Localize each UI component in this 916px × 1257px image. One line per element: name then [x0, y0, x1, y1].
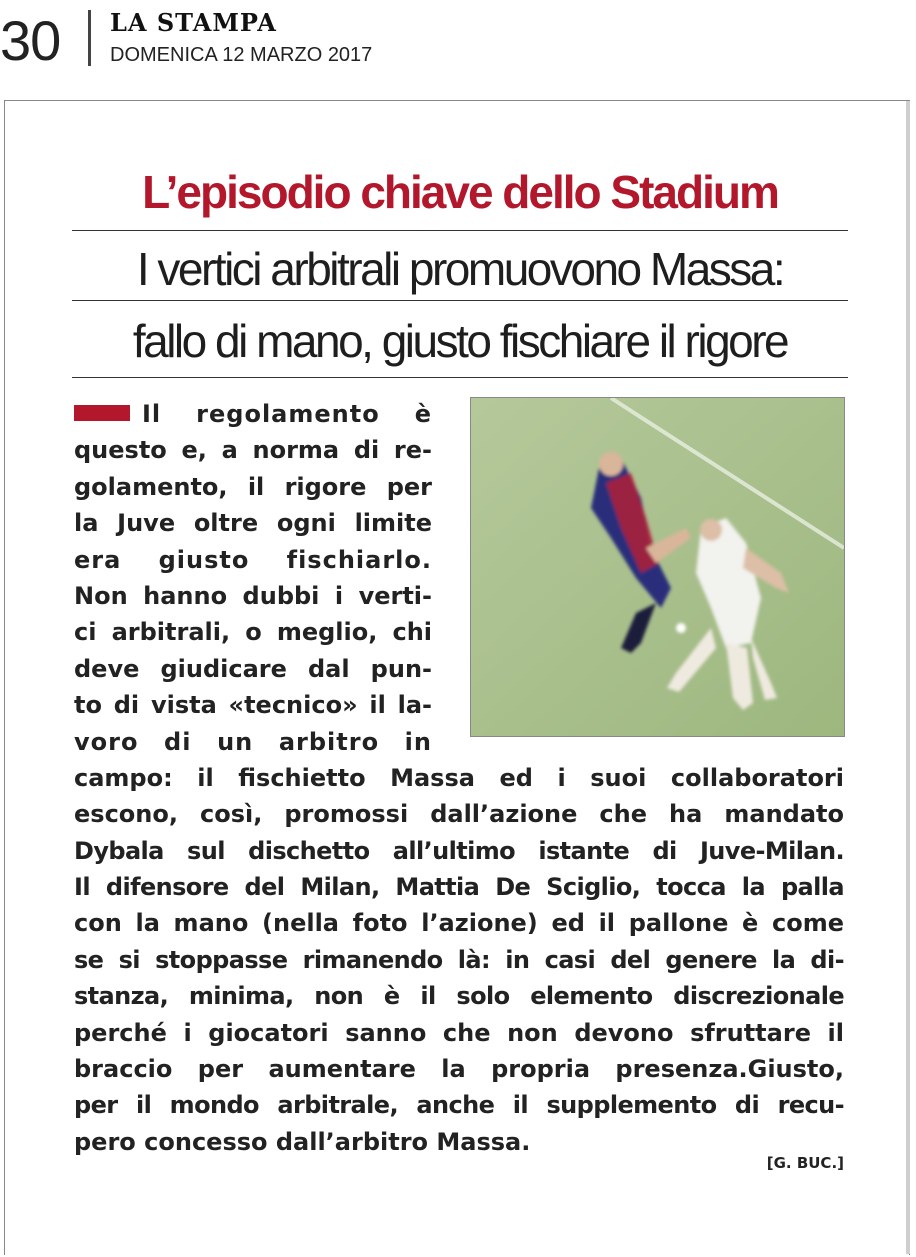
body-line — [74, 396, 432, 432]
body-line: con la mano (nella foto l’azione) ed il pallone è come — [74, 909, 844, 938]
body-line: questo e, a norma di re- — [74, 436, 432, 465]
headline-rule — [72, 300, 848, 301]
frame-shadow — [906, 101, 910, 1254]
body-line: pero concesso dall’arbitro Massa. — [74, 1127, 531, 1156]
body-line: Dybala sul dischetto all’ultimo istante di Juve-Milan. — [74, 836, 844, 865]
page-header — [0, 0, 916, 100]
body-line: ci arbitrali, o meglio, chi — [74, 618, 432, 647]
header-divider — [88, 10, 91, 66]
body-line: stanza, minima, non è il solo elemento discrezionale — [74, 982, 844, 1011]
body-line: to di vista «tecnico» il la- — [74, 691, 432, 720]
lead-marker — [74, 405, 130, 421]
article-body — [74, 396, 844, 1160]
article-kicker: L’episodio chiave dello Stadium — [142, 166, 778, 218]
body-line: se si stoppasse rimanendo là: in casi del genere la di- — [74, 945, 844, 974]
headline-rule — [72, 377, 848, 378]
body-line: braccio per aumentare la propria presenza.Giusto, — [74, 1055, 844, 1084]
body-line: escono, così, promossi dall’azione che ha mandato — [74, 800, 844, 829]
headline-line: fallo di mano, giusto fischiare il rigore — [132, 315, 788, 367]
headline-rule — [72, 230, 848, 231]
body-line: golamento, il rigore per — [74, 472, 432, 501]
byline: [G. BUC.] — [766, 1154, 844, 1172]
body-line: Non hanno dubbi i verti- — [74, 581, 432, 610]
body-line: campo: il fischietto Massa ed i suoi collaboratori — [74, 763, 844, 792]
issue-date: DOMENICA 12 MARZO 2017 — [110, 44, 373, 66]
body-line-text: Il regolamento è — [142, 400, 432, 428]
masthead: LA STAMPA — [110, 8, 277, 37]
body-line: voro di un arbitro in — [74, 727, 432, 756]
page-number: 30 — [0, 9, 61, 72]
body-line: perché i giocatori sanno che non devono sfruttare il — [74, 1018, 844, 1047]
body-line: la Juve oltre ogni limite — [74, 509, 432, 538]
body-line: per il mondo arbitrale, anche il supplemento di recu- — [74, 1091, 844, 1120]
body-line: era giusto fischiarlo. — [74, 545, 432, 574]
headline-line: I vertici arbitrali promuovono Massa: — [136, 243, 784, 295]
body-line: Il difensore del Milan, Mattia De Sciglio, tocca la palla — [74, 873, 844, 902]
body-line: deve giudicare dal pun- — [74, 654, 432, 683]
